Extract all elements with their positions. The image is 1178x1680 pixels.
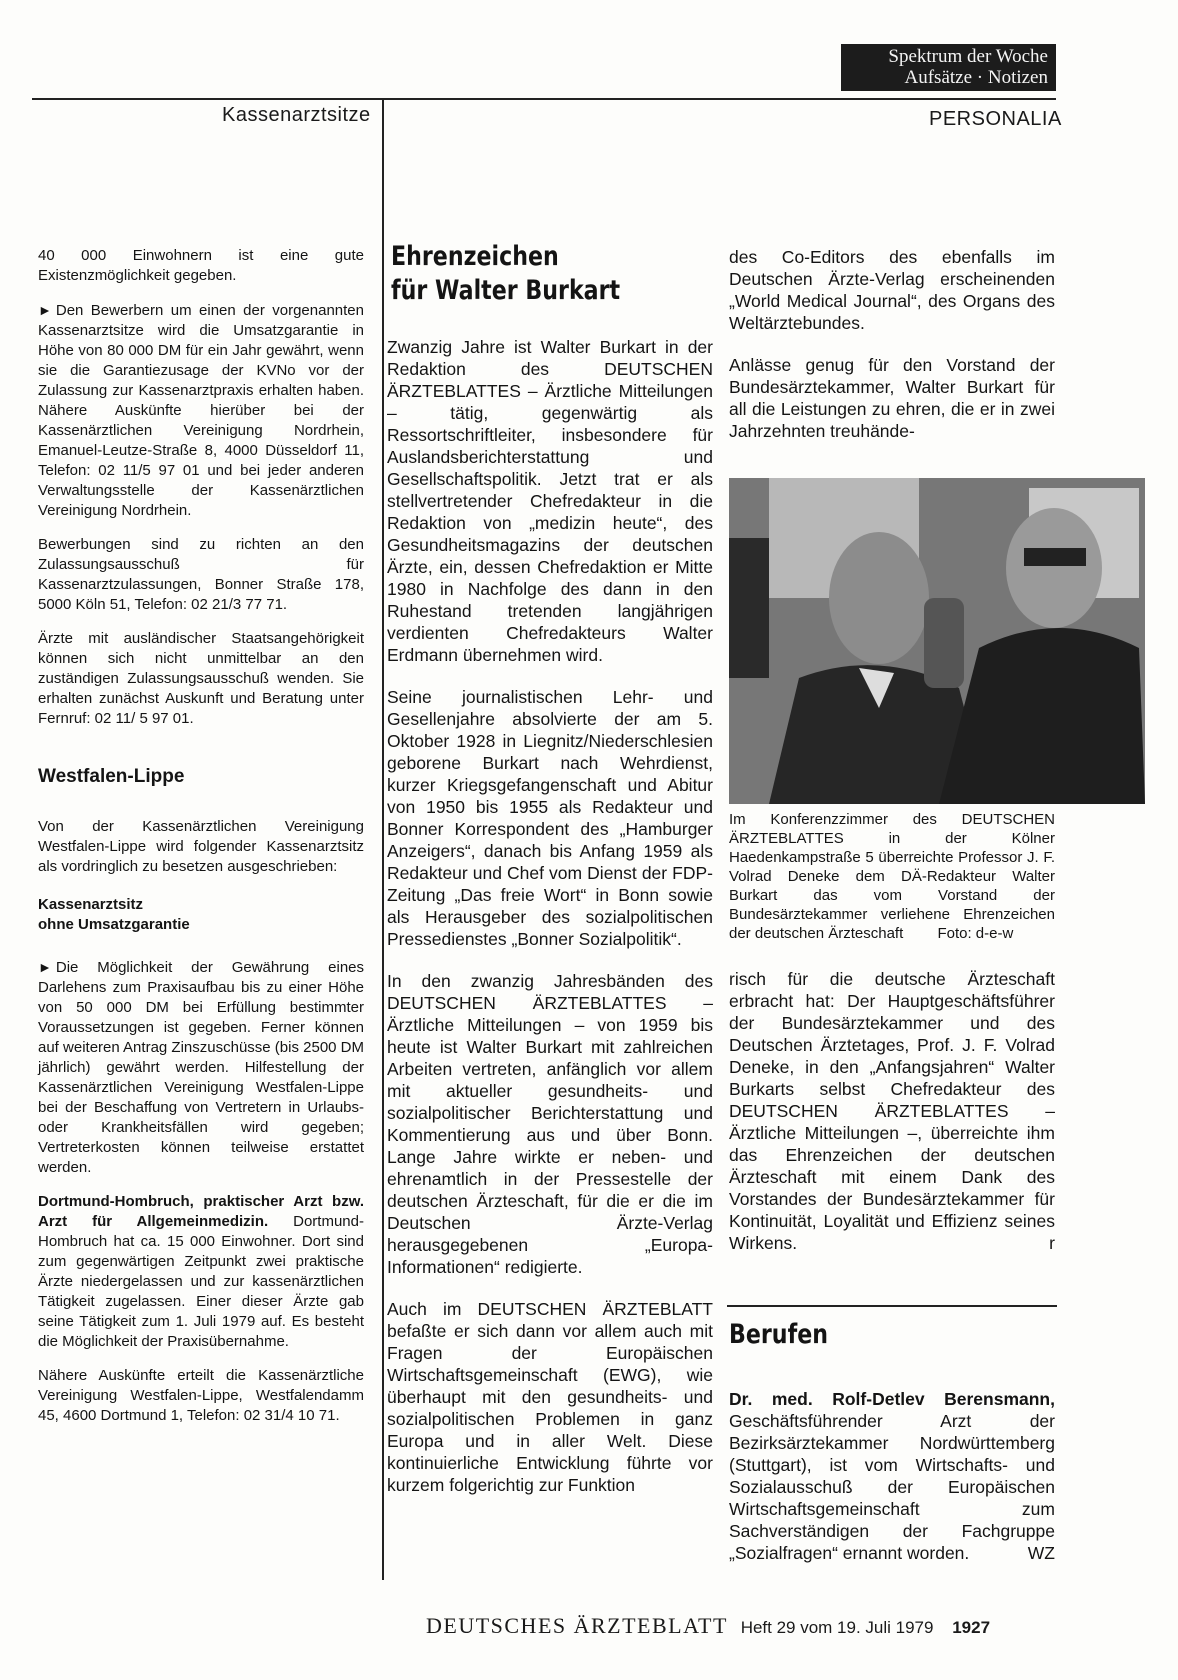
bold-heading-line: ohne Umsatzgarantie bbox=[38, 916, 190, 933]
paragraph: In den zwanzig Jahresbänden des DEUTSCHEN ÄRZTEBLATTES – Ärztliche Mitteilungen – von 1959 bis heute ist Walter Burkart mit zahlreichen Arbeiten vertreten, anfänglich vor allem mit aktueller gesundheits- und sozialpolitischer Berichterstattung und Kommentierung aus und über Bonn. Lange Jahre wirkte er neben- und ehrenamtlich in der Pressestelle der deutschen Ärzteschaft, für die er die im Deutschen Ärzte-Verlag herausgegebenen „Europa-Informationen“ redigierte. bbox=[387, 971, 713, 1277]
paragraph: Bewerbungen sind zu richten an den Zulassungsausschuß für Kassenarztzulassungen, Bonner Straße 178, 5000 Köln 51, Telefon: 02 21/3 77 71. bbox=[38, 536, 364, 613]
paragraph: Auch im DEUTSCHEN ÄRZTEBLATT befaßte er sich dann vor allem auch mit Fragen der Europäischen Wirtschaftsgemeinschaft (EWG), wie überhaupt mit den gesundheits- und sozialpolitischen Problemen in ganz Europa und in aller Welt. Diese kontinuierliche Entwicklung führte vor kurzem folgerichtig zur Funktion bbox=[387, 1299, 713, 1495]
paragraph: Anlässe genug für den Vorstand der Bundesärztekammer, Walter Burkart für all die Leistungen zu ehren, die er in zwei Jahrzehnten treuhände- bbox=[729, 355, 1055, 441]
author-sign: r bbox=[1049, 1233, 1055, 1253]
bold-heading-line: Kassenarztsitz bbox=[38, 896, 144, 913]
caption-text: Im Konferenzzimmer des DEUTSCHEN ÄRZTEBLATTES in der Kölner Haedenkampstraße 5 überreichte Professor J. F. Volrad Deneke dem DÄ-Redakteur Walter Burkart das vom Vorstand der Bundesärztekammer verliehene Ehrenzeichen der deutschen Ärzteschaft bbox=[729, 811, 1055, 942]
headline-line: Ehrenzeichen bbox=[391, 241, 559, 272]
author-sign: WZ bbox=[1027, 1543, 1055, 1563]
headline-line: für Walter Burkart bbox=[391, 275, 621, 306]
paragraph: 40 000 Einwohnern ist eine gute Existenzmöglichkeit gegeben. bbox=[38, 247, 364, 284]
middle-column bbox=[387, 336, 713, 1516]
paragraph bbox=[729, 968, 1055, 1254]
paragraph: des Co-Editors des ebenfalls im Deutschen Ärzte-Verlag erscheinenden „World Medical Journal“, des Organs des Weltärztebundes. bbox=[729, 247, 1055, 333]
header-rule bbox=[32, 98, 1056, 100]
right-section-label: PERSONALIA bbox=[929, 108, 1062, 130]
page-footer bbox=[426, 1613, 1066, 1639]
paragraph-lead: Dortmund-Hombruch, praktischer Arzt bzw. Arzt für Allgemeinmedizin. bbox=[38, 1193, 364, 1230]
person-name: Dr. med. Rolf-Detlev Berensmann, bbox=[729, 1389, 1055, 1409]
paragraph-text: risch für die deutsche Ärzteschaft erbracht hat: Der Hauptgeschäftsführer der Bundesärztekammer und des Deutschen Ärztetages, Prof. J. F. Volrad Deneke, in den „Anfangsjahren“ Walter Burkarts selbst Chefredakteur des DEUTSCHEN ÄRZTEBLATTES – Ärztliche Mitteilungen –, überreichte ihm das Ehrenzeichen der deutschen Ärzteschaft mit einem Dank des Vorstandes der Bundesärztekammer für Kontinuität, Loyalität und Effizienz seines Wirkens. bbox=[729, 969, 1055, 1253]
article-headline bbox=[391, 240, 711, 308]
arrow-icon: ► bbox=[38, 302, 52, 318]
paragraph: Ärzte mit ausländischer Staatsangehörigkeit können sich nicht unmittelbar an den zuständigen Zulassungsausschuß wenden. Sie erhalten zunächst Auskunft und Beratung unter Fernruf: 02 11/ 5 97 01. bbox=[38, 630, 364, 727]
berufen-article bbox=[729, 1388, 1055, 1584]
right-column-bottom bbox=[729, 968, 1055, 1274]
paragraph bbox=[38, 957, 364, 1178]
paragraph bbox=[38, 300, 364, 521]
right-column-top bbox=[729, 246, 1055, 462]
paragraph bbox=[38, 1192, 364, 1352]
photo-credit: Foto: d-e-w bbox=[937, 925, 1014, 942]
paragraph: Von der Kassenärztlichen Vereinigung Westfalen-Lippe wird folgender Kassenarztsitz als vordringlich zu besetzen ausgeschrieben: bbox=[38, 818, 364, 875]
paragraph: Seine journalistischen Lehr- und Gesellenjahre absolvierte der am 5. Oktober 1928 in Liegnitz/Niederschlesien geborene Burkart nach Wehrdienst, kurzer Kriegsgefangenschaft und Abitur von 1950 bis 1955 als Redakteur und Bonner Korrespondent des „Hamburger Anzeigers“, danach bis Anfang 1959 als Redakteur und Chef vom Dienst der FDP-Zeitung „Das freie Wort“ in Bonn sowie als Herausgeber des sozialpolitischen Pressedienstes „Bonner Sozialpolitik“. bbox=[387, 687, 713, 949]
subheading: Westfalen-Lippe bbox=[38, 766, 185, 787]
paragraph-text: Dortmund-Hombruch hat ca. 15 000 Einwohner. Dort sind zum gegenwärtigen Zeitpunkt zwei praktische Ärzte niedergelassen und zur kassenärztlichen Tätigkeit zugelassen. Einer dieser Ärzte gab seine Tätigkeit zum 1. Juli 1979 auf. Es besteht die Möglichkeit der Praxisübernahme. bbox=[38, 1213, 364, 1350]
paragraph: Zwanzig Jahre ist Walter Burkart in der Redaktion des DEUTSCHEN ÄRZTEBLATTES – Ärztliche Mitteilungen – tätig, gegenwärtig als Ressortschriftleiter, insbesondere für Auslandsberichterstattung und Gesellschaftspolitik. Jetzt trat er als stellvertretender Chefredakteur in die Redaktion von „medizin heute“, des Gesundheitsmagazins der deutschen Ärzte, ein, dessen Chefredaktion er Mitte 1980 in Nachfolge des dann in den Ruhestand tretenden langjährigen verdienten Chefredakteurs Walter Erdmann übernehmen wird. bbox=[387, 337, 713, 665]
section-badge bbox=[841, 44, 1056, 91]
section-headline: Berufen bbox=[729, 1319, 828, 1350]
article-photo bbox=[729, 478, 1145, 804]
paragraph-text: Geschäftsführender Arzt der Bezirksärztekammer Nordwürttemberg (Stuttgart), ist vom Wirtschafts- und Sozialausschuß der Europäischen Wirtschaftsgemeinschaft zum Sachverständigen der Fachgruppe „Sozialfragen“ ernannt worden. bbox=[729, 1411, 1055, 1563]
journal-name: DEUTSCHES ÄRZTEBLATT bbox=[426, 1613, 728, 1638]
paragraph-text: Den Bewerbern um einen der vorgenannten Kassenarztsitze wird die Umsatzgarantie in Höhe von 80 000 DM für ein Jahr gewährt, wenn sie die Garantiezusage der KVNo vor der Zulassung zur Kassenarztpraxis erhalten haben. Nähere Auskünfte hierüber bei der Kassenärztlichen Vereinigung Nordrhein, Emanuel-Leutze-Straße 8, 4000 Düsseldorf 11, Telefon: 02 11/5 97 01 und bei jeder anderen Verwaltungsstelle der Kassenärztlichen Vereinigung Nordrhein. bbox=[38, 302, 364, 519]
arrow-icon: ► bbox=[38, 959, 52, 975]
paragraph: Nähere Auskünfte erteilt die Kassenärztliche Vereinigung Westfalen-Lippe, Westfalendamm 45, 4600 Dortmund 1, Telefon: 02 31/4 10 71. bbox=[38, 1367, 364, 1424]
issue-info: Heft 29 vom 19. Juli 1979 bbox=[740, 1618, 934, 1637]
badge-line-1: Spektrum der Woche bbox=[888, 46, 1048, 67]
photo-caption bbox=[729, 810, 1055, 943]
left-column bbox=[38, 246, 364, 1440]
page-number: 1927 bbox=[952, 1618, 991, 1637]
left-section-label: Kassenarztsitze bbox=[222, 104, 371, 126]
column-divider bbox=[382, 98, 384, 1580]
paragraph-text: Die Möglichkeit der Gewährung eines Darlehens zum Praxisaufbau bis zu einer Höhe von 50 000 DM bei Erfüllung bestimmter Voraussetzungen ist gegeben. Ferner können auf weiteren Antrag Zinszuschüsse (bis 2500 DM jährlich) gewährt werden. Hilfestellung der Kassenärztlichen Vereinigung Westfalen-Lippe bei der Beschaffung von Vertretern in Urlaubs- oder Krankheitsfällen wird gegeben; Vertreterkosten können teilweise erstattet werden. bbox=[38, 959, 364, 1176]
bold-heading bbox=[38, 895, 364, 935]
photo-illustration bbox=[729, 478, 1145, 804]
section-rule bbox=[727, 1305, 1057, 1307]
paragraph bbox=[729, 1388, 1055, 1564]
badge-line-2: Aufsätze · Notizen bbox=[904, 67, 1048, 88]
